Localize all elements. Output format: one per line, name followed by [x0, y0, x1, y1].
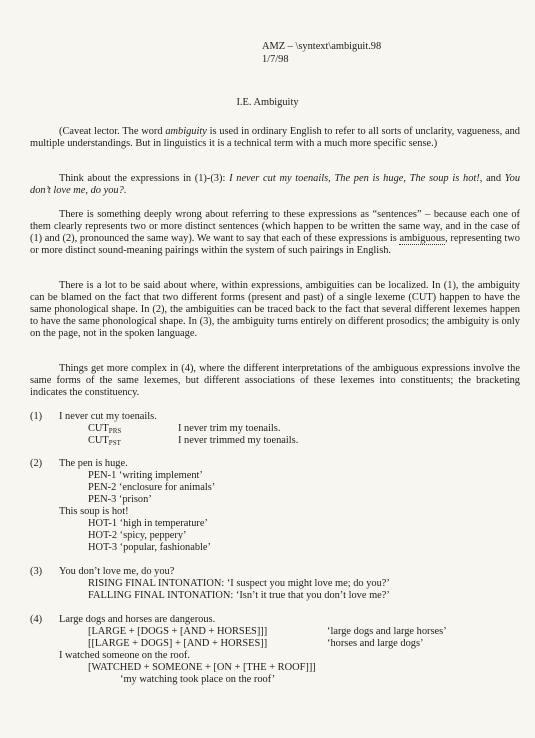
example-1-sentence: I never cut my toenails.: [59, 411, 157, 422]
text-run: .: [123, 185, 127, 196]
example-2-hot-2: HOT-2 ‘spicy, peppery’: [88, 530, 187, 541]
header-file-line: AMZ – \syntext\ambiguit.98: [262, 41, 382, 52]
example-4-bracketing-3: [WATCHED + SOMEONE + [ON + [THE + ROOF]]]: [88, 662, 316, 673]
example-2-sentence-1: The pen is huge.: [59, 458, 128, 469]
example-4-bracketing-2: [[LARGE + DOGS] + [AND + HORSES]]: [88, 638, 268, 649]
example-2-number: (2): [30, 458, 43, 469]
example-1-reading-1-gloss: I never trim my toenails.: [178, 423, 281, 434]
example-3-number: (3): [30, 566, 43, 577]
paragraph-sentences: [30, 209, 520, 257]
italic-examples: I never cut my toenails, The pen is huge, The soup is hot!,: [229, 173, 483, 184]
paragraph-localization: There is a lot to be said about where, within expressions, ambiguities can be localized. In (1), the ambiguity can be blamed on the fact that two different forms (present and past) of a single lexeme (CUT) happen to have the same phonological shape. In (2), the ambiguities can be traced back to the fact that several different lexemes happen to have the same phonological shape. In (3), the ambiguity turns entirely on different prosodics; the ambiguity is only on the page, not in the spoken language.: [30, 280, 520, 339]
example-4-number: (4): [30, 614, 43, 625]
example-3-rising: RISING FINAL INTONATION: ‘I suspect you might love me; do you?’: [88, 578, 390, 589]
example-4-gloss-3: ‘my watching took place on the roof’: [120, 674, 276, 685]
example-2-hot-3: HOT-3 ‘popular, fashionable’: [88, 542, 211, 553]
text-run: and: [482, 173, 505, 184]
paragraph-caveat: [30, 126, 520, 150]
example-4-gloss-2: ‘horses and large dogs’: [327, 638, 424, 649]
example-1-reading-1-label: [88, 423, 121, 435]
example-2-sentence-2: This soup is hot!: [59, 506, 129, 517]
example-3-falling: FALLING FINAL INTONATION: ‘Isn’t it true that you don’t love me?’: [88, 590, 390, 601]
italic-example: You don’t love me, do you?: [30, 173, 521, 196]
text-run: There is something deeply wrong about referring to these expressions as “sentences” – because each one of them clearly represents two or more distinct sentences (which happen to be written the same way, and in the case of (1) and (2), pronounced the same way). We want to say that each of these expressions is: [30, 209, 520, 244]
document-title: I.E. Ambiguity: [236, 97, 299, 108]
subscript: PRS: [108, 427, 122, 435]
header-date: 1/7/98: [262, 54, 289, 65]
lexeme: CUT: [88, 435, 109, 446]
text-run: is used in ordinary English to refer to all sorts of unclarity, vagueness, and multiple understandings. But in linguistics it is a technical term with a much more specific sense.): [30, 126, 520, 149]
lexeme: CUT: [88, 423, 109, 434]
example-1-reading-2-label: [88, 435, 121, 447]
example-1-reading-2-gloss: I never trimmed my toenails.: [178, 435, 299, 446]
example-2-pen-2: PEN-2 ‘enclosure for animals’: [88, 482, 216, 493]
example-3-sentence: You don’t love me, do you?: [59, 566, 175, 577]
underlined-term: ambiguous: [399, 233, 446, 244]
example-2-pen-1: PEN-1 ‘writing implement’: [88, 470, 203, 481]
text-run: , representing two or more distinct sound-meaning pairings within the system of such pairings in English.: [30, 233, 521, 256]
text-run: (Caveat lector. The word: [59, 126, 166, 137]
example-1-number: (1): [30, 411, 43, 422]
example-4-bracketing-1: [LARGE + [DOGS + [AND + HORSES]]]: [88, 626, 268, 637]
subscript: PST: [108, 439, 121, 447]
example-4-sentence-2: I watched someone on the roof.: [59, 650, 190, 661]
paragraph-complex: Things get more complex in (4), where the different interpretations of the ambiguous expressions involve the same forms of the same lexemes, but different associations of these lexemes into constituents; the bracketing indicates the constituency.: [30, 363, 520, 398]
italic-term: ambiguity: [165, 126, 207, 137]
text-run: Think about the expressions in (1)-(3):: [59, 173, 230, 184]
example-2-hot-1: HOT-1 ‘high in temperature’: [88, 518, 208, 529]
paragraph-expressions: [30, 173, 520, 197]
example-4-gloss-1: ‘large dogs and large horses’: [327, 626, 447, 637]
example-2-pen-3: PEN-3 ‘prison’: [88, 494, 152, 505]
example-4-sentence-1: Large dogs and horses are dangerous.: [59, 614, 216, 625]
